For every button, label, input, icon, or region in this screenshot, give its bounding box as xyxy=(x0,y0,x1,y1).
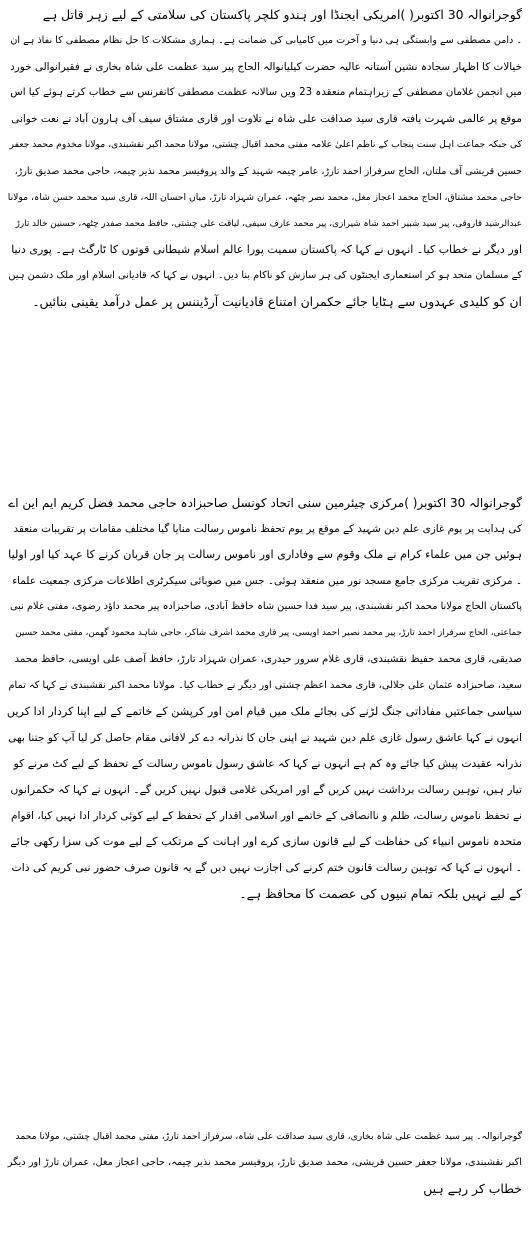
article-line: سیاسی جماعتیں مفاداتی جنگ لڑنے کی بجائے ملک میں قیام امن اور کرپشن کے خاتمے کے لیے اپنا کردار ادا کریں xyxy=(6,704,522,718)
article-line: گوجرانوالہ 30 اکتوبر( )امریکی ایجنڈا اور ہندو کلچر پاکستان کی سلامتی کے لیے زہر قاتل ہے xyxy=(42,7,522,22)
article-line: خیالات کا اظہار سجادہ نشین آستانہ عالیہ حضرت کیلیانوالہ الحاج پیر سید عظمت علی شاہ بخاری نے فقیرانوالی خورد xyxy=(10,61,522,74)
article-line: کے مسلمان متحد ہو کر استعماری ایجنٹوں کی ہر سازش کو ناکام بنا دیں۔ انہوں نے کہا کہ قادیانی اسلام اور ملک دشمن ہیں xyxy=(8,269,522,281)
article-line: کے لیے نہیں بلکہ تمام نبیوں کی عصمت کا محافظ ہے۔ xyxy=(239,886,522,902)
article-line: پاکستان الحاج مولانا محمد اکبر نقشبندی، پیر سید فدا حسین شاہ حافظ آبادی، صاحبزادہ پیر محمد داؤد رضوی، مفتی غلام نبی xyxy=(10,601,522,613)
article-line: عبدالرشید فاروقی، پیر سید شبیر احمد شاہ شیرازی، پیر محمد عارف سیفی، لیاقت علی چشتی، حافظ محمد صفدر چٹھہ، حسنین خالد تارڑ xyxy=(15,218,522,229)
caption-line: خطاب کر رہے ہیں xyxy=(423,1181,522,1197)
article-line: کی ہدایت پر یوم غازی علم دین شہید کے موقع پر یوم تحفظ ناموس رسالت منایا گیا مختلف مقامات پر تقریبات منعقد xyxy=(13,523,522,536)
article-line: جماعتی، الحاج سرفراز احمد تارڑ، پیر محمد نصیر احمد اویسی، پیر قاری محمد اشرف شاکر، حاجی شاہد محمود گھمن، مفتی محمد حسین xyxy=(15,628,522,639)
article-line: تیار ہیں، توہین رسالت برداشت نہیں کریں گے اور امریکی غلامی قبول نہیں کریں گے۔ انہوں نے کہا کہ حکمرانوں xyxy=(10,783,522,797)
caption-line: اکبر نقشبندی، مولانا جعفر حسین قریشی، محمد صدیق تارڑ، پروفیسر محمد نذیر چیمہ، حاجی اعجاز مغل، عمران تارڑ اور دیگر xyxy=(7,1157,522,1169)
article-line: انہوں نے کہا عاشق رسول غازی علم دین شہید نے اپنی جان کا نذرانہ دے کر لافانی مقام حاصل کر لیا آپ کو جتنا بھی xyxy=(8,731,522,744)
article-line: متحدہ ناموس انبیاء کی حفاظت کے لیے قانون سازی کرے اور اہانت کے مرتکب کے لیے موت کی سزا رکھی جائے xyxy=(10,835,522,849)
article-line: نذرانہ عقیدت پیش کیا جائے وہ کم ہے انہوں نے کہا کہ عاشق رسول ناموس رسالت کے تحفظ کے لیے کٹ مرنے کو xyxy=(13,756,522,770)
article-line: ہوئیں جن میں علماء کرام نے ملک وقوم سے وفاداری اور ناموس رسالت پر جان قربان کرنے کا عہد کیا اور اولیا xyxy=(8,548,522,562)
article-line: حاجی محمد مشتاق، الحاج محمد اعجاز مغل، محمد نصر چٹھہ، عمران شہزاد تارڑ، میاں احسان اللہ، قاری سید محمد حسن شاہ، مولانا xyxy=(7,191,522,203)
article-line: نے تحفظ ناموس رسالت، ظلم و ناانصافی کے خاتمے اور اسلامی اقدار کے تحفظ کے لیے کوئی کردار ادا نہیں کیا، اقوام xyxy=(10,810,522,823)
article-line: ۔ دامن مصطفی سے وابستگی ہی دنیا و آخرت میں کامیابی کی ضمانت ہے۔ ہماری مشکلات کا حل نظام مصطفی کا نفاذ ہے ان xyxy=(10,35,522,47)
article-line: گوجرانوالہ 30 اکتوبر( )مرکزی چیئرمین سنی اتحاد کونسل صاحبزادہ حاجی محمد فضل کریم ایم این اے xyxy=(8,496,522,510)
article-line: ان کو کلیدی عہدوں سے ہٹایا جائے حکمران امتناع قادیانیت آرڈیننس پر عمل درآمد یقینی بنائیں۔ xyxy=(32,294,522,310)
article-line: حسین قریشی آف ملتان، الحاج سرفراز احمد تارڑ، عامر چیمہ شہید کے والد پروفیسر محمد نذیر چیمہ، حاجی محمد صدیق تارڑ، xyxy=(14,165,522,177)
news-article-tahaffuz-namoos xyxy=(6,490,522,908)
article-line: کی جبکہ جماعت اہل سنت پنجاب کے ناظم اعلیٰ علامہ مفتی محمد اقبال چشتی، مولانا محمد اکبر نقشبندی، مولانا مخدوم محمد جعفر xyxy=(9,139,522,151)
article-line: سعید، صاحبزادہ عثمان علی جلالی، قاری محمد اعظم چشتی اور دیگر نے خطاب کیا۔ مولانا محمد اکبر نقشبندی نے کہا کہ تمام xyxy=(8,679,522,691)
caption-line: گوجرانوالہ۔ پیر سید عظمت علی شاہ بخاری، قاری سید صداقت علی شاہ، سرفراز احمد تارڑ، مفتی محمد اقبال چشتی، مولانا محمد xyxy=(15,1131,522,1142)
article-line: میں انجمن غلامان مصطفی کے زیراہتمام منعقدہ 23 ویں سالانہ عظمت مصطفی کانفرنس سے خطاب کرتے ہوئے کیا اس xyxy=(10,87,522,99)
article-line: اور دیگر نے خطاب کیا۔ انہوں نے کہا کہ پاکستان سمیت پورا عالم اسلام شیطانی قوتوں کا ٹارگٹ ہے۔ پوری دنیا xyxy=(11,242,522,256)
article-line: ۔ انہوں نے کہا کہ توہین رسالت قانون ختم کرنے کی اجازت نہیں دیں گے یہ قانون صرف حضور نبی کریم کی ذات xyxy=(11,861,522,875)
news-article-conference xyxy=(6,2,522,315)
photo-caption xyxy=(6,1124,522,1202)
article-line: ۔ مرکزی تقریب مرکزی جامع مسجد نور میں منعقد ہوئی۔ جس میں صوبائی سیکرٹری اطلاعات مرکزی جمعیت علماء xyxy=(12,575,522,588)
article-line: موقع پر عالمی شہرت یافتہ قاری سید صداقت علی شاہ نے تلاوت اور قاری مشتاق سیف آف ہارون آباد نے نعت خوانی xyxy=(11,113,522,126)
article-line: صدیقی، قاری محمد حفیظ نقشبندی، قاری غلام سرور حیدری، عمران شہزاد تارڑ، حافظ آصف علی اویسی، حافظ محمد xyxy=(14,653,522,665)
